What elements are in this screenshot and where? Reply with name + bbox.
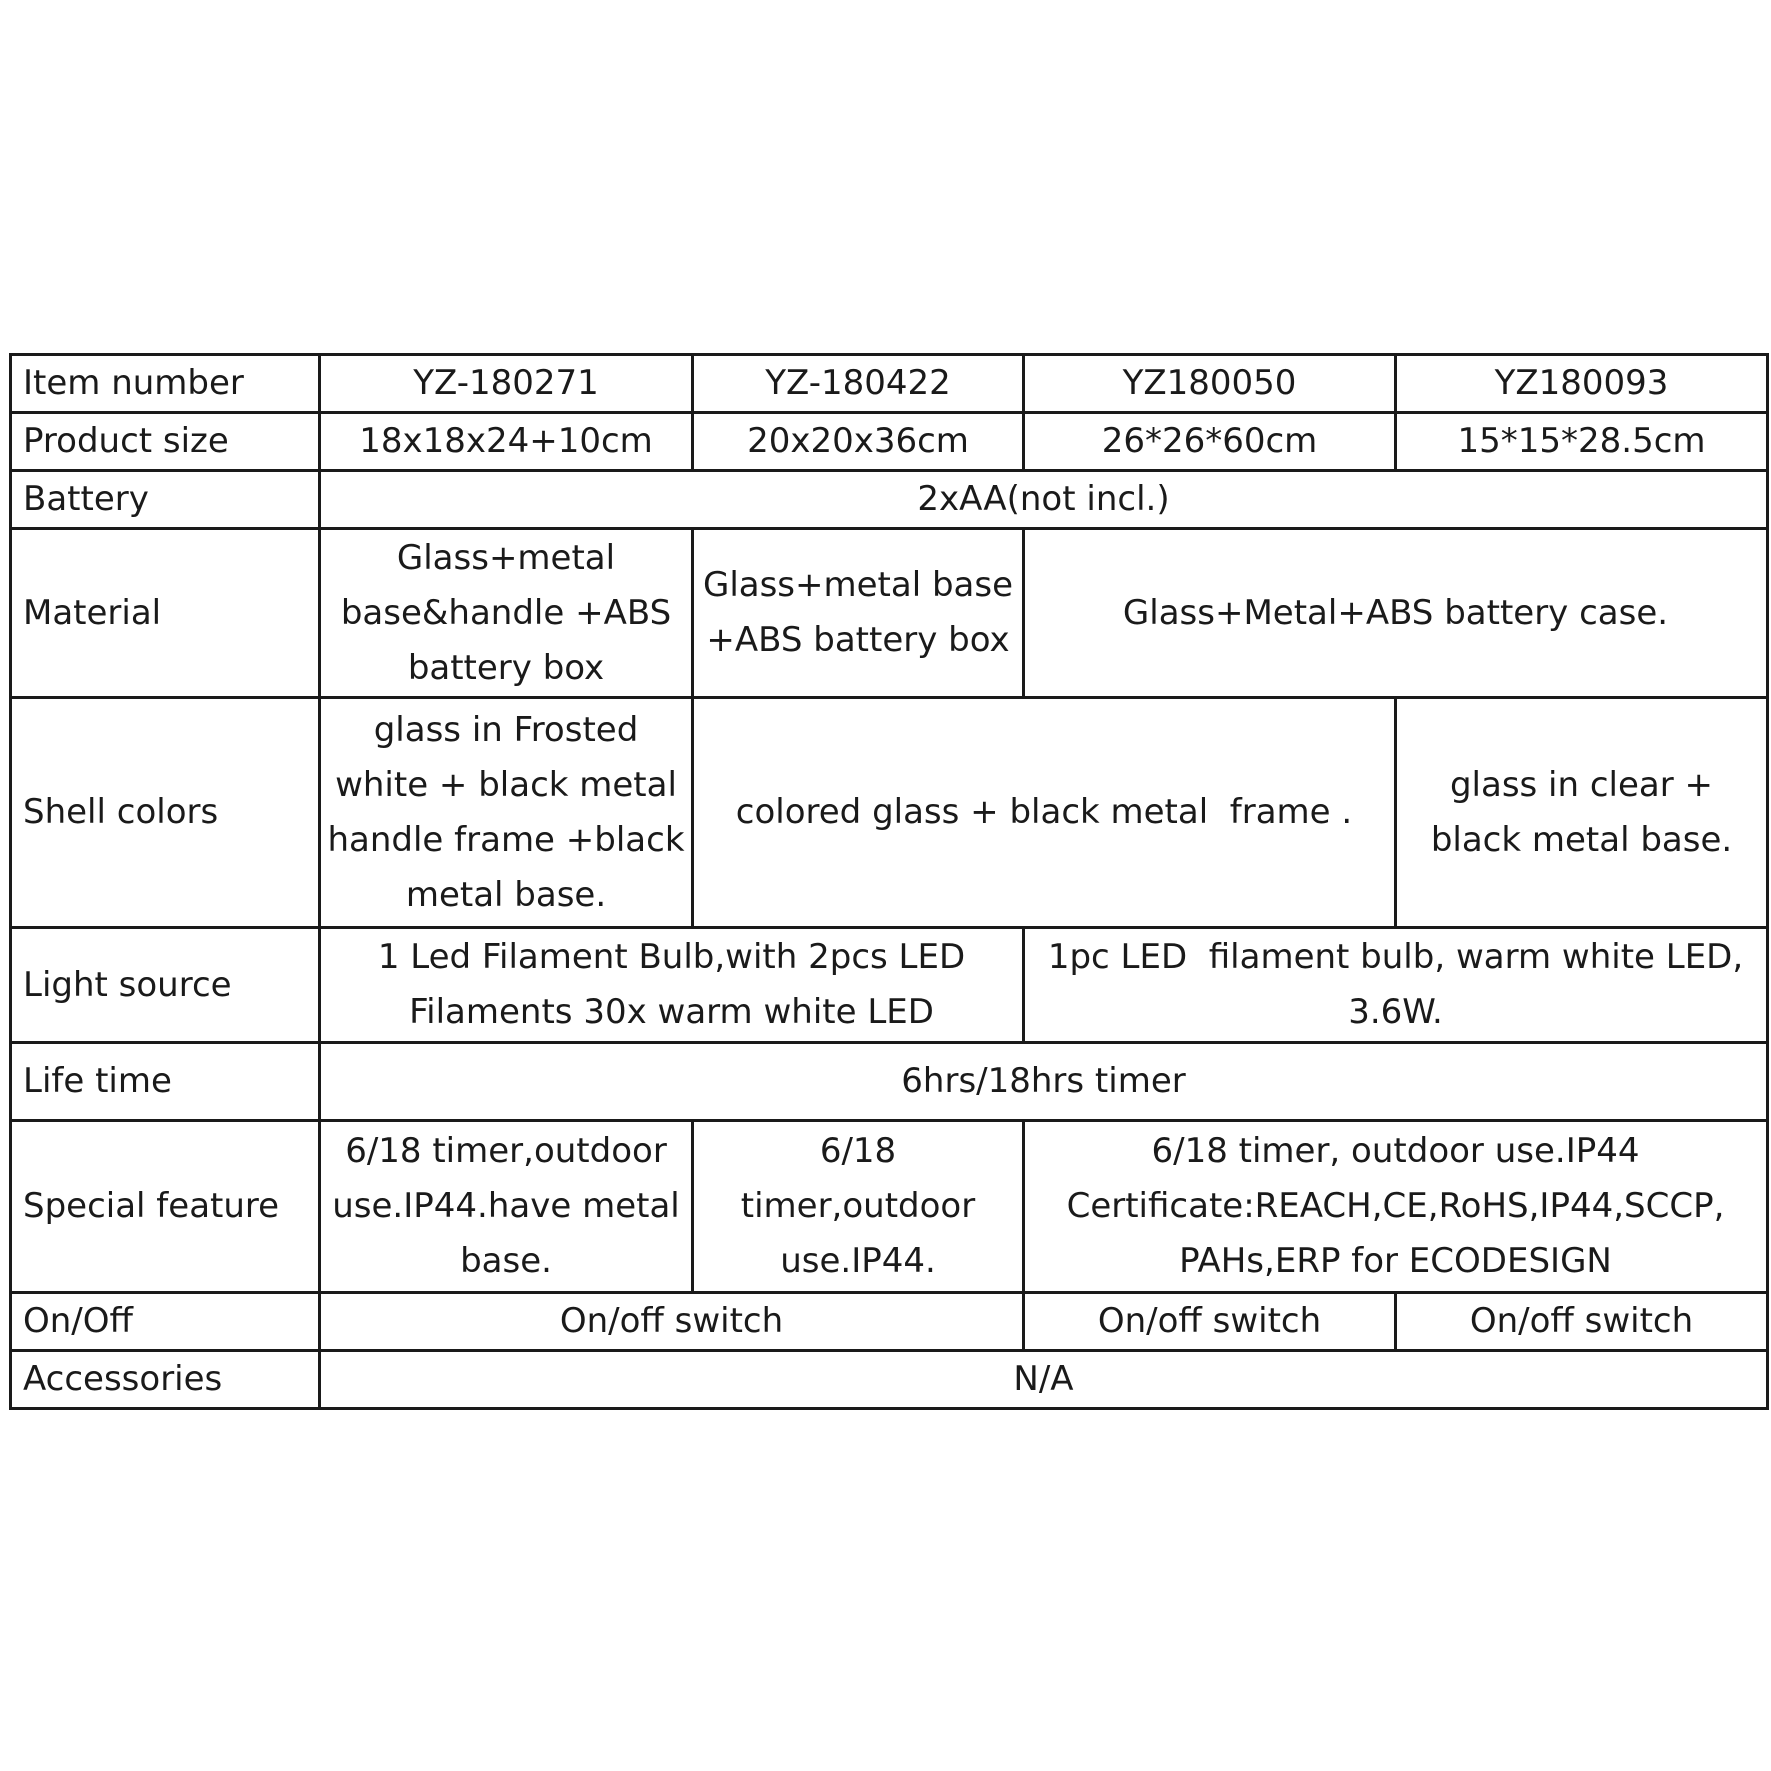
product-size-col3: 26*26*60cm [1024, 413, 1396, 471]
special-feature-col2-line3: use.IP44. [780, 1241, 936, 1281]
item-number-col1: YZ-180271 [320, 355, 693, 413]
material-col1 [320, 529, 693, 698]
on-off-col4: On/off switch [1396, 1293, 1768, 1351]
row-life-time [11, 1043, 1768, 1121]
material-col2-line1: Glass+metal base [702, 565, 1014, 605]
row-item-number [11, 355, 1768, 413]
label-material: Material [11, 529, 320, 698]
row-light-source [11, 928, 1768, 1043]
label-on-off: On/Off [11, 1293, 320, 1351]
row-on-off [11, 1293, 1768, 1351]
row-shell-colors [11, 698, 1768, 928]
material-col1-line1: Glass+metal [396, 537, 616, 578]
row-material [11, 529, 1768, 698]
special-feature-col1 [320, 1121, 693, 1293]
special-feature-col2 [693, 1121, 1024, 1293]
special-feature-col34-line2: Certificate:REACH,CE,RoHS,IP44,SCCP, [1066, 1186, 1725, 1226]
accessories-value: N/A [320, 1351, 1768, 1409]
label-item-number: Item number [11, 355, 320, 413]
light-source-col12 [320, 928, 1024, 1043]
special-feature-col1-line1: 6/18 timer,outdoor [345, 1131, 667, 1171]
material-col1-line3: battery box [407, 647, 605, 688]
label-battery: Battery [11, 471, 320, 529]
item-number-col2: YZ-180422 [693, 355, 1024, 413]
product-size-col1: 18x18x24+10cm [320, 413, 693, 471]
special-feature-col34 [1024, 1121, 1768, 1293]
label-accessories: Accessories [11, 1351, 320, 1409]
light-source-col34-line1: 1pc LED filament bulb, warm white LED, [1047, 937, 1744, 977]
special-feature-col34-line3: PAHs,ERP for ECODESIGN [1179, 1241, 1612, 1281]
special-feature-col2-line1: 6/18 [819, 1131, 897, 1171]
light-source-col12-line1: 1 Led Filament Bulb,with 2pcs LED [377, 937, 966, 977]
spec-table [9, 353, 1769, 1410]
row-special-feature [11, 1121, 1768, 1293]
row-battery [11, 471, 1768, 529]
shell-colors-col4 [1396, 698, 1768, 928]
on-off-col3: On/off switch [1024, 1293, 1396, 1351]
shell-colors-col23: colored glass + black metal frame . [693, 698, 1396, 928]
material-col34: Glass+Metal+ABS battery case. [1024, 529, 1768, 698]
special-feature-col34-line1: 6/18 timer, outdoor use.IP44 [1151, 1131, 1640, 1171]
label-special-feature: Special feature [11, 1121, 320, 1293]
shell-colors-col4-line2: black metal base. [1430, 819, 1733, 860]
light-source-col12-line2: Filaments 30x warm white LED [409, 992, 934, 1032]
material-col2 [693, 529, 1024, 698]
life-time-value: 6hrs/18hrs timer [320, 1043, 1768, 1121]
special-feature-col2-line2: timer,outdoor [740, 1186, 976, 1226]
row-product-size [11, 413, 1768, 471]
battery-value: 2xAA(not incl.) [320, 471, 1768, 529]
material-col1-line2: base&handle +ABS [340, 592, 672, 633]
item-number-col4: YZ180093 [1396, 355, 1768, 413]
special-feature-col1-line3: base. [460, 1241, 552, 1281]
product-size-col4: 15*15*28.5cm [1396, 413, 1768, 471]
label-light-source: Light source [11, 928, 320, 1043]
material-col2-line2: +ABS battery box [706, 620, 1010, 660]
special-feature-col1-line2: use.IP44.have metal [332, 1186, 680, 1226]
label-life-time: Life time [11, 1043, 320, 1121]
shell-colors-col1-line2: white + black metal [335, 764, 677, 805]
label-shell-colors: Shell colors [11, 698, 320, 928]
shell-colors-col1-line3: handle frame +black [327, 819, 685, 860]
shell-colors-col1 [320, 698, 693, 928]
item-number-col3: YZ180050 [1024, 355, 1396, 413]
shell-colors-col1-line1: glass in Frosted [373, 709, 639, 750]
product-size-col2: 20x20x36cm [693, 413, 1024, 471]
row-accessories [11, 1351, 1768, 1409]
label-product-size: Product size [11, 413, 320, 471]
light-source-col34-line2: 3.6W. [1348, 992, 1443, 1032]
light-source-col34 [1024, 928, 1768, 1043]
on-off-col12: On/off switch [320, 1293, 1024, 1351]
shell-colors-col1-line4: metal base. [405, 874, 607, 915]
shell-colors-col4-line1: glass in clear + [1449, 764, 1714, 805]
